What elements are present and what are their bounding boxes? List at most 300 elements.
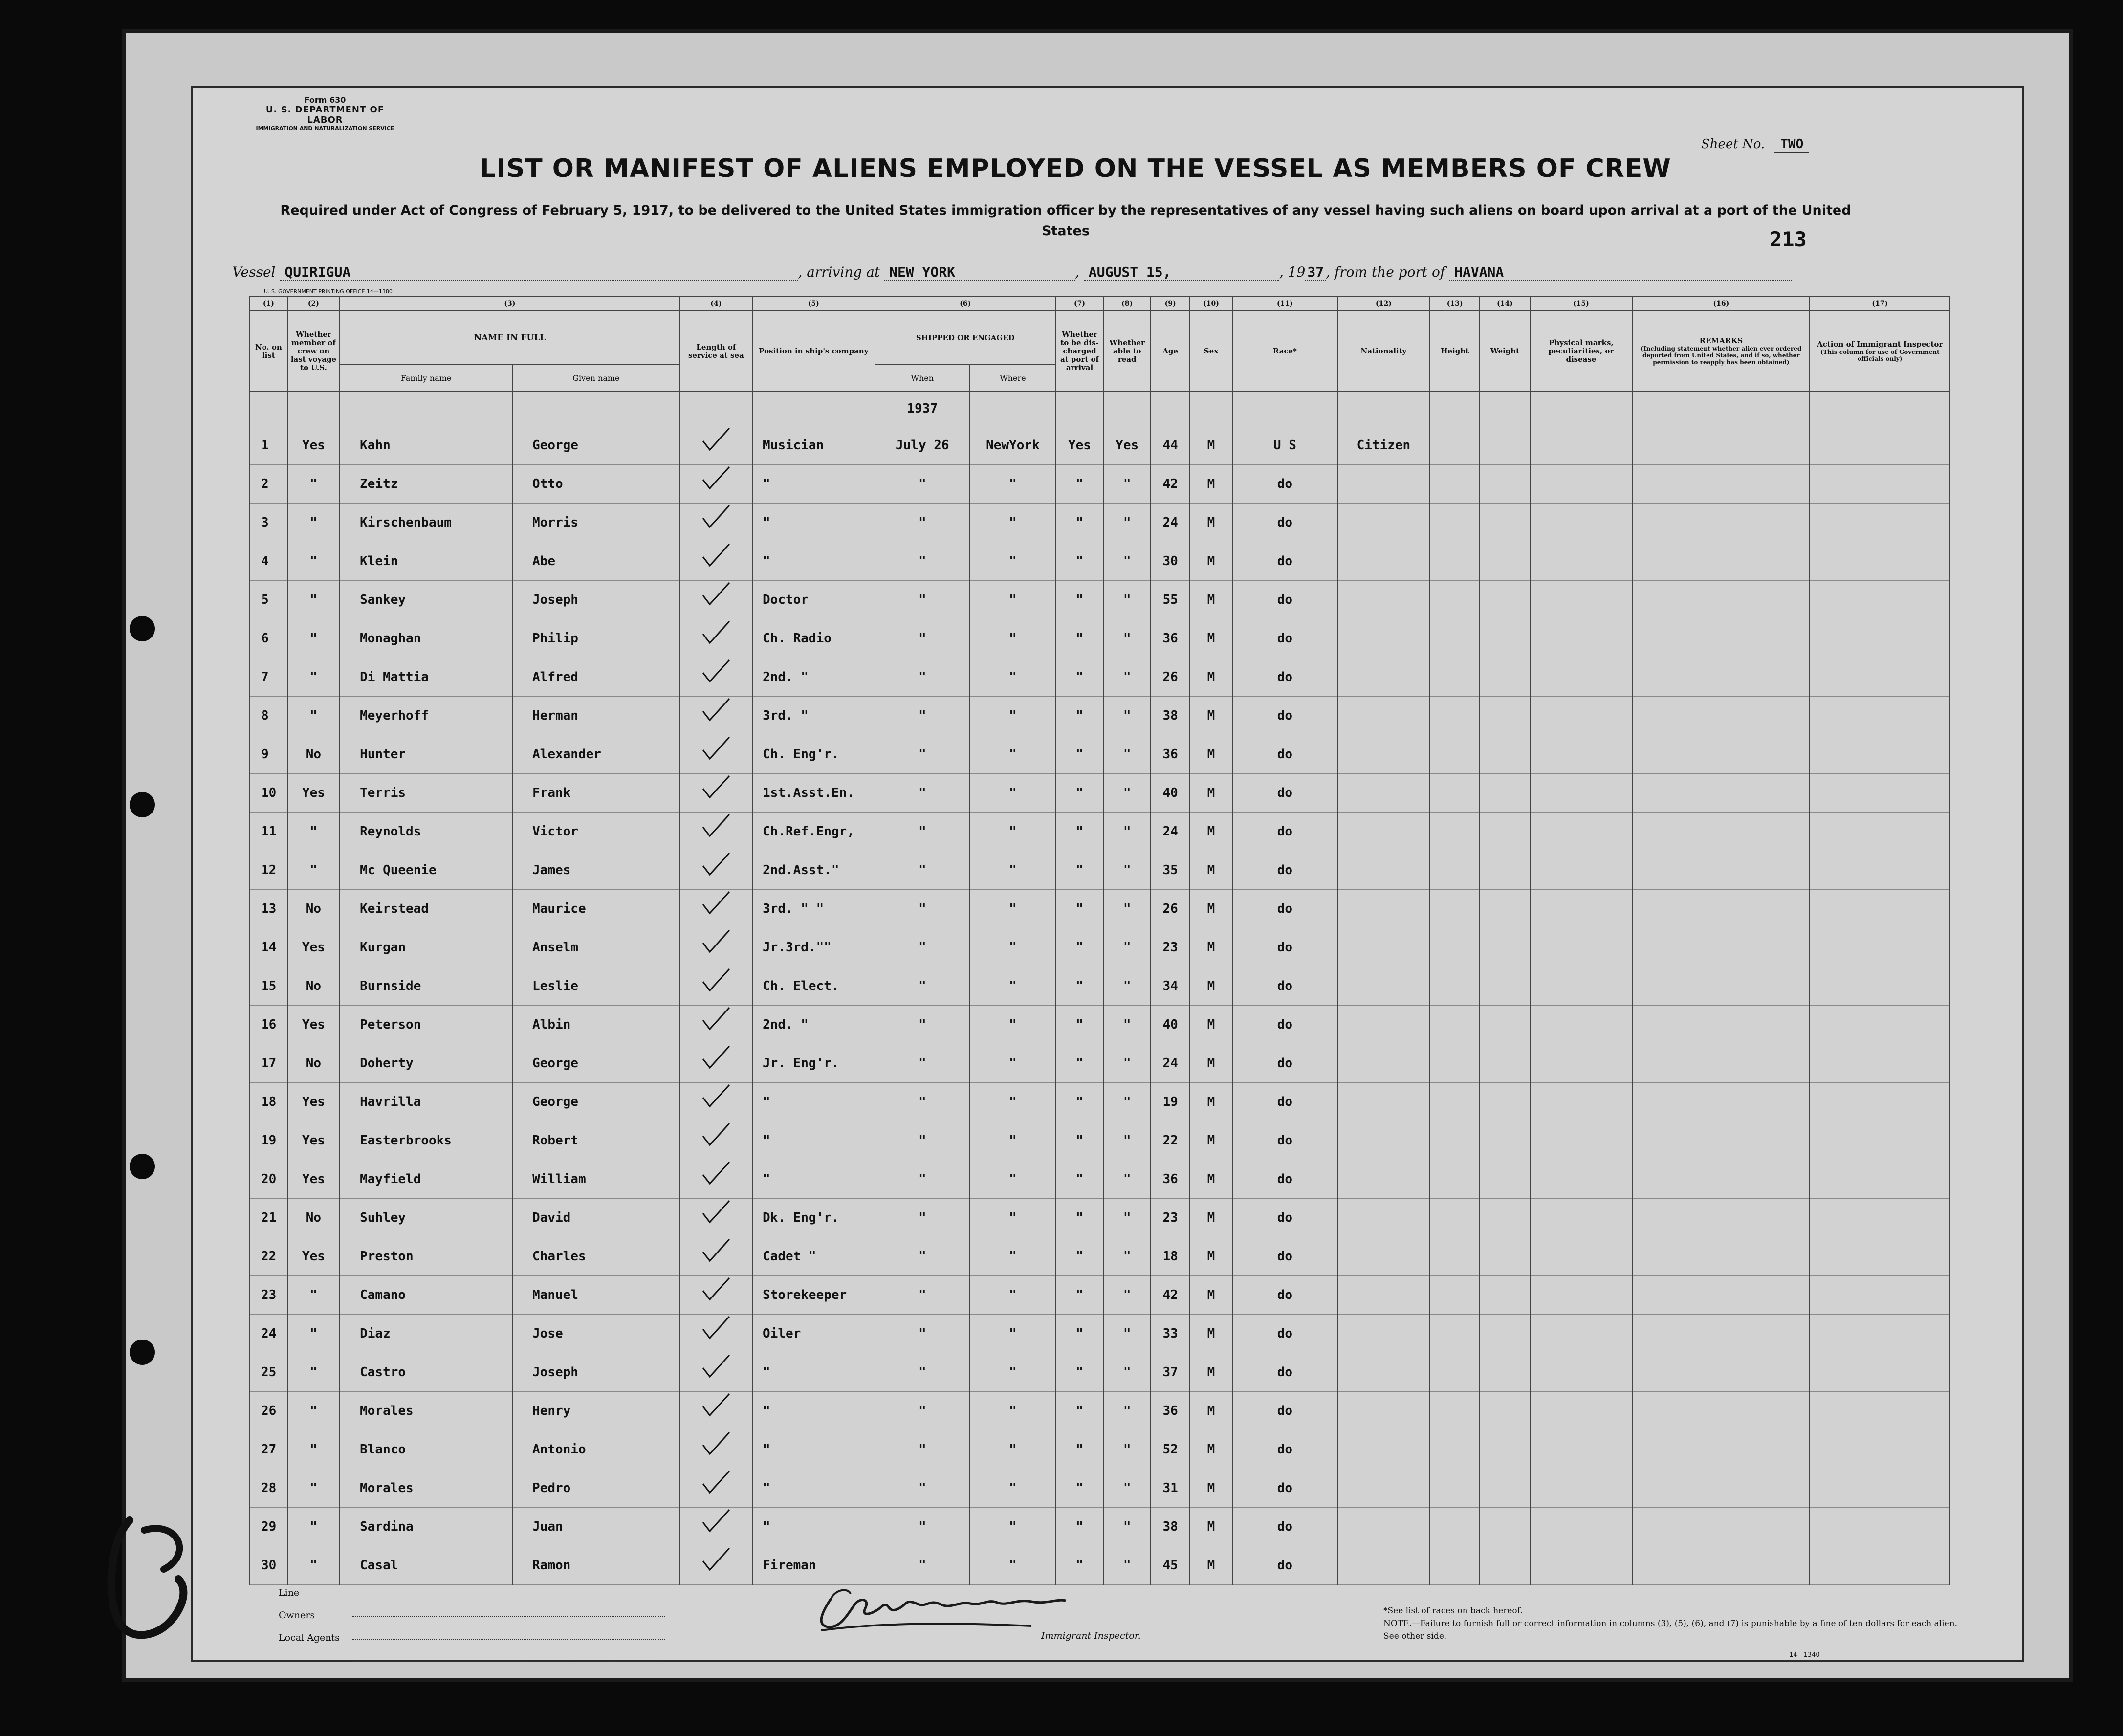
table-row <box>250 773 1950 812</box>
race-cell: do <box>1232 1546 1337 1584</box>
sex-cell: M <box>1190 619 1232 658</box>
discharged-cell: " <box>1056 967 1103 1005</box>
col-sex: Sex <box>1190 311 1232 392</box>
physical-cell <box>1530 1469 1633 1507</box>
race-cell: do <box>1232 928 1337 967</box>
read-cell: " <box>1103 1314 1151 1353</box>
given-name-cell: Maurice <box>512 889 680 928</box>
nationality-cell <box>1337 1237 1430 1275</box>
read-cell: " <box>1103 851 1151 889</box>
weight-cell <box>1480 580 1530 619</box>
remarks-cell <box>1632 735 1810 773</box>
sex-cell: M <box>1190 1275 1232 1314</box>
physical-cell <box>1530 1082 1633 1121</box>
when-cell: " <box>875 1160 970 1198</box>
read-cell: " <box>1103 464 1151 503</box>
position-cell: " <box>752 1507 875 1546</box>
nationality-cell <box>1337 851 1430 889</box>
weight-cell <box>1480 503 1530 542</box>
nationality-cell <box>1337 503 1430 542</box>
read-cell: " <box>1103 1469 1151 1507</box>
checkmark-icon <box>699 470 733 494</box>
age-cell: 36 <box>1151 619 1190 658</box>
table-row <box>250 503 1950 542</box>
prev-voyage-cell: " <box>287 619 340 658</box>
age-cell: 42 <box>1151 464 1190 503</box>
discharged-cell: " <box>1056 619 1103 658</box>
family-name-cell: Kurgan <box>340 928 512 967</box>
age-cell: 38 <box>1151 696 1190 735</box>
prev-voyage-cell: No <box>287 1198 340 1237</box>
family-name-cell: Zeitz <box>340 464 512 503</box>
when-cell: " <box>875 773 970 812</box>
when-cell: " <box>875 1082 970 1121</box>
discharged-cell: " <box>1056 1005 1103 1044</box>
prev-voyage-cell: Yes <box>287 1160 340 1198</box>
family-name-cell: Preston <box>340 1237 512 1275</box>
nationality-cell <box>1337 1391 1430 1430</box>
length-service-cell <box>680 1507 752 1546</box>
where-cell: " <box>970 735 1056 773</box>
position-cell: " <box>752 1121 875 1160</box>
sex-cell: M <box>1190 658 1232 696</box>
given-name-cell: William <box>512 1160 680 1198</box>
nationality-cell <box>1337 1005 1430 1044</box>
nationality-cell <box>1337 1275 1430 1314</box>
height-cell <box>1430 967 1480 1005</box>
colnum-15: (15) <box>1530 296 1633 311</box>
owners-label: Owners <box>279 1610 315 1621</box>
discharged-cell: " <box>1056 1044 1103 1082</box>
action-cell <box>1810 542 1950 580</box>
row-number: 30 <box>250 1546 287 1584</box>
given-name-cell: Leslie <box>512 967 680 1005</box>
remarks-cell <box>1632 1430 1810 1469</box>
sex-cell: M <box>1190 1044 1232 1082</box>
race-cell: U S <box>1232 426 1337 464</box>
weight-cell <box>1480 464 1530 503</box>
printing-office: U. S. GOVERNMENT PRINTING OFFICE 14—1380 <box>264 288 393 295</box>
where-cell: " <box>970 1198 1056 1237</box>
sex-cell: M <box>1190 1469 1232 1507</box>
position-cell: Oiler <box>752 1314 875 1353</box>
where-cell: " <box>970 619 1056 658</box>
row-number: 7 <box>250 658 287 696</box>
weight-cell <box>1480 696 1530 735</box>
family-name-cell: Hunter <box>340 735 512 773</box>
given-name-cell: George <box>512 426 680 464</box>
age-cell: 26 <box>1151 889 1190 928</box>
height-cell <box>1430 1353 1480 1391</box>
length-service-cell <box>680 580 752 619</box>
col-when: When <box>875 365 970 392</box>
remarks-cell <box>1632 1507 1810 1546</box>
length-service-cell <box>680 1160 752 1198</box>
page-title: LIST OR MANIFEST OF ALIENS EMPLOYED ON THE VESSEL AS MEMBERS OF CREW <box>480 154 1671 183</box>
physical-cell <box>1530 1160 1633 1198</box>
weight-cell <box>1480 1353 1530 1391</box>
length-service-cell <box>680 889 752 928</box>
age-cell: 31 <box>1151 1469 1190 1507</box>
height-cell <box>1430 928 1480 967</box>
family-name-cell: Mc Queenie <box>340 851 512 889</box>
height-cell <box>1430 1160 1480 1198</box>
position-cell: 3rd. " <box>752 696 875 735</box>
form-code: 14—1340 <box>1789 1651 1820 1659</box>
height-cell <box>1430 1198 1480 1237</box>
weight-cell <box>1480 812 1530 851</box>
prev-voyage-cell: " <box>287 1430 340 1469</box>
height-cell <box>1430 658 1480 696</box>
inspector-signature <box>802 1584 1075 1640</box>
family-name-cell: Klein <box>340 542 512 580</box>
when-cell: " <box>875 503 970 542</box>
where-cell: " <box>970 503 1056 542</box>
discharged-cell: " <box>1056 1507 1103 1546</box>
checkmark-icon <box>699 663 733 687</box>
given-name-cell: Frank <box>512 773 680 812</box>
col-action <box>1810 311 1950 392</box>
discharged-cell: " <box>1056 1430 1103 1469</box>
checkmark-icon <box>699 1049 733 1074</box>
when-cell: " <box>875 735 970 773</box>
where-cell: " <box>970 1121 1056 1160</box>
discharged-cell: " <box>1056 503 1103 542</box>
checkmark-icon <box>699 1397 733 1421</box>
position-cell: " <box>752 503 875 542</box>
colnum-13: (13) <box>1430 296 1480 311</box>
agents-label: Local Agents <box>279 1632 340 1643</box>
row-number: 28 <box>250 1469 287 1507</box>
page-subtitle: Required under Act of Congress of February 5, 1917, to be delivered to the United States immigration officer by the representatives of any vessel having such aliens on board upon arrival at a port of the United States <box>280 203 1851 239</box>
checkmark-icon <box>699 1319 733 1344</box>
given-name-cell: Victor <box>512 812 680 851</box>
col-age: Age <box>1151 311 1190 392</box>
where-cell: " <box>970 1005 1056 1044</box>
arrival-date: AUGUST 15, <box>1084 264 1279 281</box>
physical-cell <box>1530 1121 1633 1160</box>
prev-voyage-cell: No <box>287 735 340 773</box>
given-name-cell: Jose <box>512 1314 680 1353</box>
year-entry: 1937 <box>875 392 970 426</box>
given-name-cell: Henry <box>512 1391 680 1430</box>
length-service-cell <box>680 1082 752 1121</box>
family-name-cell: Terris <box>340 773 512 812</box>
table-row <box>250 851 1950 889</box>
row-number: 5 <box>250 580 287 619</box>
crew-manifest-table <box>249 296 1950 1585</box>
family-name-cell: Morales <box>340 1469 512 1507</box>
action-cell <box>1810 1353 1950 1391</box>
race-cell: do <box>1232 851 1337 889</box>
length-service-cell <box>680 1275 752 1314</box>
discharged-cell: " <box>1056 696 1103 735</box>
family-name-cell: Mayfield <box>340 1160 512 1198</box>
colnum-1: (1) <box>250 296 287 311</box>
table-row <box>250 696 1950 735</box>
weight-cell <box>1480 426 1530 464</box>
discharged-cell: " <box>1056 542 1103 580</box>
given-name-cell: Anselm <box>512 928 680 967</box>
family-name-cell: Sankey <box>340 580 512 619</box>
race-cell: do <box>1232 1005 1337 1044</box>
read-cell: " <box>1103 1044 1151 1082</box>
age-cell: 52 <box>1151 1430 1190 1469</box>
nationality-cell <box>1337 696 1430 735</box>
position-cell: 2nd. " <box>752 658 875 696</box>
table-row <box>250 1469 1950 1507</box>
sheet-label: Sheet No. <box>1701 137 1765 152</box>
race-cell: do <box>1232 1198 1337 1237</box>
age-cell: 30 <box>1151 542 1190 580</box>
nationality-cell <box>1337 658 1430 696</box>
family-name-cell: Camano <box>340 1275 512 1314</box>
action-cell <box>1810 503 1950 542</box>
length-service-cell <box>680 658 752 696</box>
position-cell: 2nd. " <box>752 1005 875 1044</box>
age-cell: 38 <box>1151 1507 1190 1546</box>
length-service-cell <box>680 812 752 851</box>
where-cell: " <box>970 1353 1056 1391</box>
nationality-cell <box>1337 580 1430 619</box>
physical-cell <box>1530 658 1633 696</box>
weight-cell <box>1480 658 1530 696</box>
given-name-cell: George <box>512 1082 680 1121</box>
position-cell: Ch. Elect. <box>752 967 875 1005</box>
row-number: 24 <box>250 1314 287 1353</box>
prev-voyage-cell: " <box>287 696 340 735</box>
when-cell: " <box>875 1044 970 1082</box>
department: U. S. DEPARTMENT OF LABOR <box>265 105 385 125</box>
physical-cell <box>1530 1353 1633 1391</box>
nationality-cell <box>1337 1353 1430 1391</box>
age-cell: 24 <box>1151 503 1190 542</box>
colnum-11: (11) <box>1232 296 1337 311</box>
physical-cell <box>1530 1507 1633 1546</box>
age-cell: 23 <box>1151 928 1190 967</box>
read-cell: " <box>1103 1430 1151 1469</box>
colnum-9: (9) <box>1151 296 1190 311</box>
race-cell: do <box>1232 696 1337 735</box>
colnum-2: (2) <box>287 296 340 311</box>
remarks-cell <box>1632 1044 1810 1082</box>
physical-cell <box>1530 928 1633 967</box>
age-cell: 42 <box>1151 1275 1190 1314</box>
given-name-cell: Philip <box>512 619 680 658</box>
table-row <box>250 812 1950 851</box>
read-cell: " <box>1103 1275 1151 1314</box>
checkmark-icon <box>699 895 733 919</box>
when-cell: " <box>875 812 970 851</box>
height-cell <box>1430 542 1480 580</box>
length-service-cell <box>680 1314 752 1353</box>
read-cell: " <box>1103 889 1151 928</box>
col-shipped: SHIPPED OR ENGAGED <box>875 311 1056 365</box>
read-cell: " <box>1103 1353 1151 1391</box>
action-cell <box>1810 773 1950 812</box>
sex-cell: M <box>1190 426 1232 464</box>
height-cell <box>1430 1507 1480 1546</box>
sex-cell: M <box>1190 1160 1232 1198</box>
prev-voyage-cell: " <box>287 1391 340 1430</box>
sex-cell: M <box>1190 1314 1232 1353</box>
height-cell <box>1430 619 1480 658</box>
sex-cell: M <box>1190 1430 1232 1469</box>
length-service-cell <box>680 464 752 503</box>
action-cell <box>1810 1005 1950 1044</box>
col-family-name: Family name <box>340 365 512 392</box>
prev-voyage-cell: " <box>287 503 340 542</box>
action-cell <box>1810 1044 1950 1082</box>
family-name-cell: Sardina <box>340 1507 512 1546</box>
sex-cell: M <box>1190 851 1232 889</box>
action-cell <box>1810 619 1950 658</box>
table-row <box>250 1121 1950 1160</box>
remarks-cell <box>1632 1237 1810 1275</box>
when-cell: " <box>875 1430 970 1469</box>
checkmark-icon <box>699 740 733 765</box>
nationality-cell <box>1337 1469 1430 1507</box>
colnum-3: (3) <box>340 296 680 311</box>
length-service-cell <box>680 1198 752 1237</box>
height-cell <box>1430 812 1480 851</box>
race-cell: do <box>1232 1121 1337 1160</box>
discharged-cell: " <box>1056 1082 1103 1121</box>
given-name-cell: Ramon <box>512 1546 680 1584</box>
race-cell: do <box>1232 1353 1337 1391</box>
col-nationality: Nationality <box>1337 311 1430 392</box>
race-cell: do <box>1232 773 1337 812</box>
vessel-name: QUIRIGUA <box>280 264 798 281</box>
age-cell: 36 <box>1151 735 1190 773</box>
action-cell <box>1810 1546 1950 1584</box>
stamp-number: 213 <box>1770 227 1807 251</box>
where-cell: " <box>970 889 1056 928</box>
nationality-cell <box>1337 1198 1430 1237</box>
checkmark-icon <box>699 933 733 958</box>
remarks-cell <box>1632 464 1810 503</box>
sex-cell: M <box>1190 696 1232 735</box>
table-row <box>250 967 1950 1005</box>
where-cell: " <box>970 928 1056 967</box>
height-cell <box>1430 735 1480 773</box>
age-cell: 24 <box>1151 1044 1190 1082</box>
row-number: 19 <box>250 1121 287 1160</box>
nationality-cell <box>1337 812 1430 851</box>
length-service-cell <box>680 1353 752 1391</box>
height-cell <box>1430 1044 1480 1082</box>
sheet-value: TWO <box>1774 137 1809 153</box>
remarks-cell <box>1632 1353 1810 1391</box>
col-read: Whether able to read <box>1103 311 1151 392</box>
race-cell: do <box>1232 619 1337 658</box>
physical-cell <box>1530 889 1633 928</box>
position-cell: Jr.3rd."" <box>752 928 875 967</box>
row-number: 9 <box>250 735 287 773</box>
weight-cell <box>1480 1044 1530 1082</box>
checkmark-icon <box>699 508 733 533</box>
sex-cell: M <box>1190 812 1232 851</box>
row-number: 23 <box>250 1275 287 1314</box>
weight-cell <box>1480 1082 1530 1121</box>
height-cell <box>1430 580 1480 619</box>
height-cell <box>1430 889 1480 928</box>
table-row <box>250 580 1950 619</box>
position-cell: 1st.Asst.En. <box>752 773 875 812</box>
height-cell <box>1430 696 1480 735</box>
action-cell <box>1810 851 1950 889</box>
row-number: 20 <box>250 1160 287 1198</box>
physical-cell <box>1530 580 1633 619</box>
checkmark-icon <box>699 547 733 571</box>
given-name-cell: Joseph <box>512 580 680 619</box>
footer-notes <box>1383 1604 1970 1643</box>
action-cell <box>1810 967 1950 1005</box>
read-cell: " <box>1103 580 1151 619</box>
row-number: 22 <box>250 1237 287 1275</box>
action-cell <box>1810 735 1950 773</box>
physical-cell <box>1530 503 1633 542</box>
action-cell <box>1810 1121 1950 1160</box>
where-cell: " <box>970 1391 1056 1430</box>
discharged-cell: Yes <box>1056 426 1103 464</box>
prev-voyage-cell: No <box>287 1044 340 1082</box>
vessel-label: Vessel <box>232 264 276 280</box>
when-cell: " <box>875 542 970 580</box>
position-cell: " <box>752 1430 875 1469</box>
height-cell <box>1430 1275 1480 1314</box>
weight-cell <box>1480 735 1530 773</box>
position-cell: Musician <box>752 426 875 464</box>
physical-cell <box>1530 1314 1633 1353</box>
sex-cell: M <box>1190 1082 1232 1121</box>
sex-cell: M <box>1190 1546 1232 1584</box>
remarks-cell <box>1632 580 1810 619</box>
length-service-cell <box>680 773 752 812</box>
physical-cell <box>1530 967 1633 1005</box>
action-cell <box>1810 1507 1950 1546</box>
table-row <box>250 1005 1950 1044</box>
given-name-cell: Otto <box>512 464 680 503</box>
action-cell <box>1810 1160 1950 1198</box>
nationality-cell <box>1337 1430 1430 1469</box>
prev-voyage-cell: Yes <box>287 1005 340 1044</box>
table-row <box>250 1198 1950 1237</box>
table-row <box>250 1353 1950 1391</box>
when-cell: " <box>875 967 970 1005</box>
checkmark-icon <box>699 1513 733 1537</box>
checkmark-icon <box>699 1435 733 1460</box>
action-title: Action of Immigrant Inspector <box>1817 340 1943 349</box>
read-cell: " <box>1103 1546 1151 1584</box>
action-cell <box>1810 1314 1950 1353</box>
agents-field <box>352 1640 665 1662</box>
read-cell: " <box>1103 1005 1151 1044</box>
form-number: Form 630 <box>304 95 346 105</box>
physical-cell <box>1530 619 1633 658</box>
weight-cell <box>1480 1237 1530 1275</box>
row-number: 8 <box>250 696 287 735</box>
when-cell: " <box>875 1353 970 1391</box>
read-cell: " <box>1103 967 1151 1005</box>
checkmark-icon <box>699 1358 733 1383</box>
nationality-cell <box>1337 1082 1430 1121</box>
prev-voyage-cell: " <box>287 1353 340 1391</box>
note-races: *See list of races on back hereof. <box>1383 1606 1523 1616</box>
race-cell: do <box>1232 1469 1337 1507</box>
nationality-cell <box>1337 773 1430 812</box>
read-cell: " <box>1103 1198 1151 1237</box>
